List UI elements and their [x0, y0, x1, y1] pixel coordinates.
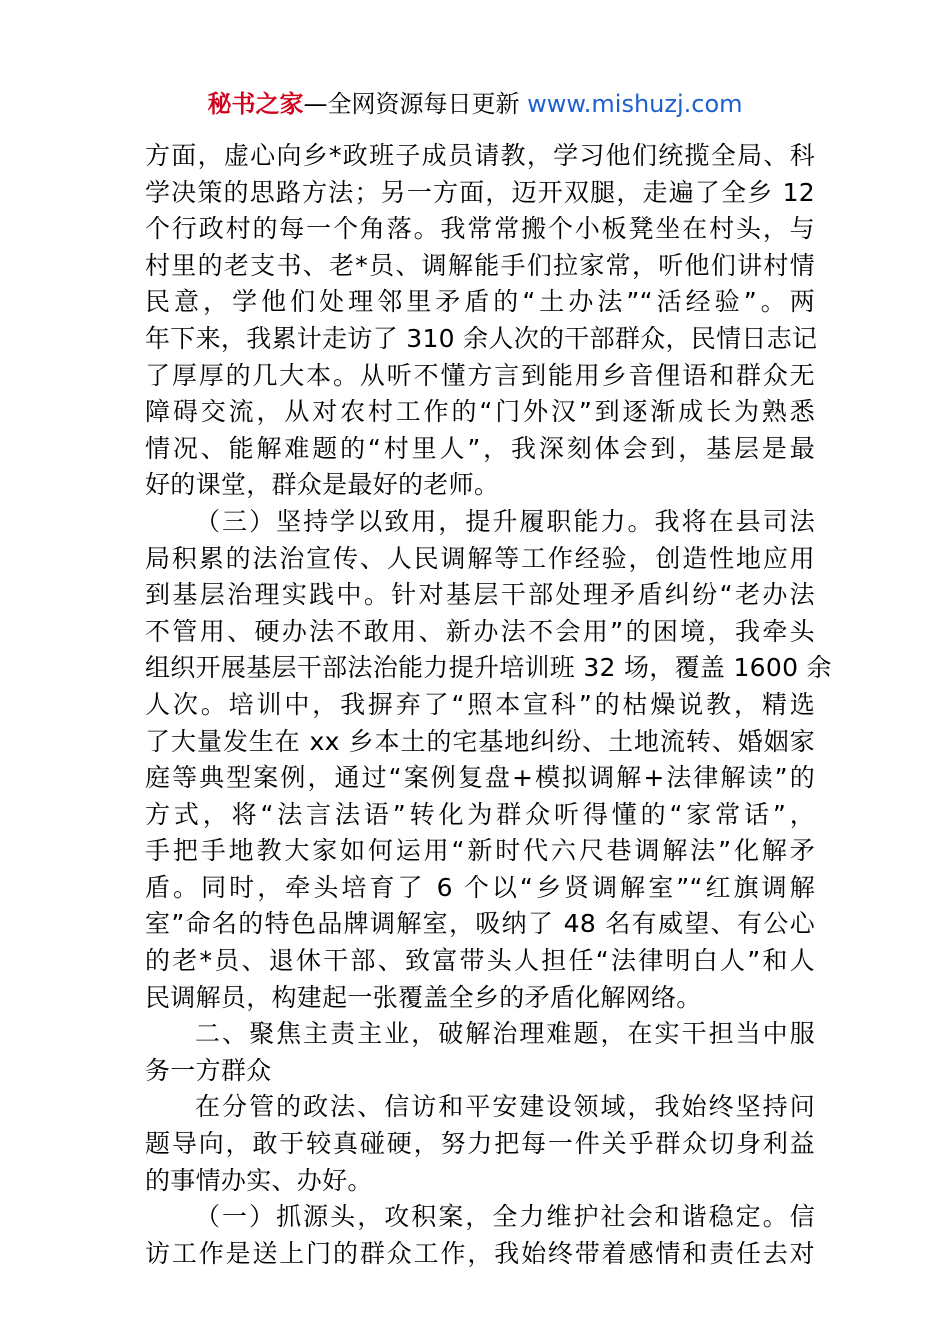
text-line: 方式，将“法言法语”转化为群众听得懂的“家常话”， [145, 799, 815, 829]
text-line: 在分管的政法、信访和平安建设领域，我始终坚持问 [195, 1092, 815, 1122]
text-line: 访工作是送上门的群众工作，我始终带着感情和责任去对 [145, 1238, 815, 1268]
text-line: 的老*员、退休干部、致富带头人担任“法律明白人”和人 [145, 946, 815, 976]
text-line: 组织开展基层干部法治能力提升培训班 32 场，覆盖 1600 余 [145, 653, 832, 683]
site-header [0, 88, 950, 120]
site-brand: 秘书之家 [207, 90, 304, 118]
text-line: 村里的老支书、老*员、调解能手们拉家常，听他们讲村情 [145, 250, 815, 280]
text-line: 年下来，我累计走访了 310 余人次的干部群众，民情日志记 [145, 323, 818, 353]
text-line: 室”命名的特色品牌调解室，吸纳了 48 名有威望、有公心 [145, 909, 815, 939]
text-line: 盾。同时，牵头培育了 6 个以“乡贤调解室”“红旗调解 [145, 872, 815, 902]
text-line: 障碍交流，从对农村工作的“门外汉”到逐渐成长为熟悉 [145, 397, 815, 427]
text-line: 好的课堂，群众是最好的老师。 [145, 470, 500, 500]
text-line: （一）抓源头，攻积案，全力维护社会和谐稳定。信 [195, 1202, 815, 1232]
text-line: 的事情办实、办好。 [145, 1165, 373, 1195]
text-line: 不管用、硬办法不敢用、新办法不会用”的困境，我牵头 [145, 616, 815, 646]
text-line: 民调解员，构建起一张覆盖全乡的矛盾化解网络。 [145, 982, 702, 1012]
text-line: 手把手地教大家如何运用“新时代六尺巷调解法”化解矛 [145, 836, 815, 866]
text-line: 学决策的思路方法；另一方面，迈开双腿，走遍了全乡 12 [145, 177, 815, 207]
text-line: 情况、能解难题的“村里人”，我深刻体会到，基层是最 [145, 433, 815, 463]
text-line: （三）坚持学以致用，提升履职能力。我将在县司法 [195, 506, 815, 536]
site-url-link[interactable]: www.mishuzj.com [527, 90, 743, 118]
text-line: 人次。培训中，我摒弃了“照本宣科”的枯燥说教，精选 [145, 689, 815, 719]
text-line: 庭等典型案例，通过“案例复盘+模拟调解+法律解读”的 [145, 763, 815, 793]
section-heading-line: 二、聚焦主责主业，破解治理难题，在实干担当中服 [195, 1019, 815, 1049]
text-line: 个行政村的每一个角落。我常常搬个小板凳坐在村头，与 [145, 214, 815, 244]
text-line: 题导向，敢于较真碰硬，努力把每一件关乎群众切身利益 [145, 1129, 815, 1159]
text-line: 民意，学他们处理邻里矛盾的“土办法”“活经验”。两 [145, 287, 815, 317]
document-body [145, 138, 832, 1272]
text-line: 到基层治理实践中。针对基层干部处理矛盾纠纷“老办法 [145, 580, 815, 610]
text-line: 方面，虚心向乡*政班子成员请教，学习他们统揽全局、科 [145, 141, 815, 170]
text-line: 了厚厚的几大本。从听不懂方言到能用乡音俚语和群众无 [145, 360, 815, 390]
text-line: 局积累的法治宣传、人民调解等工作经验，创造性地应用 [145, 543, 815, 573]
text-line: 了大量发生在 xx 乡本土的宅基地纠纷、土地流转、婚姻家 [145, 726, 815, 756]
section-heading-line: 务一方群众 [145, 1055, 272, 1085]
site-tagline: —全网资源每日更新 [303, 90, 528, 118]
